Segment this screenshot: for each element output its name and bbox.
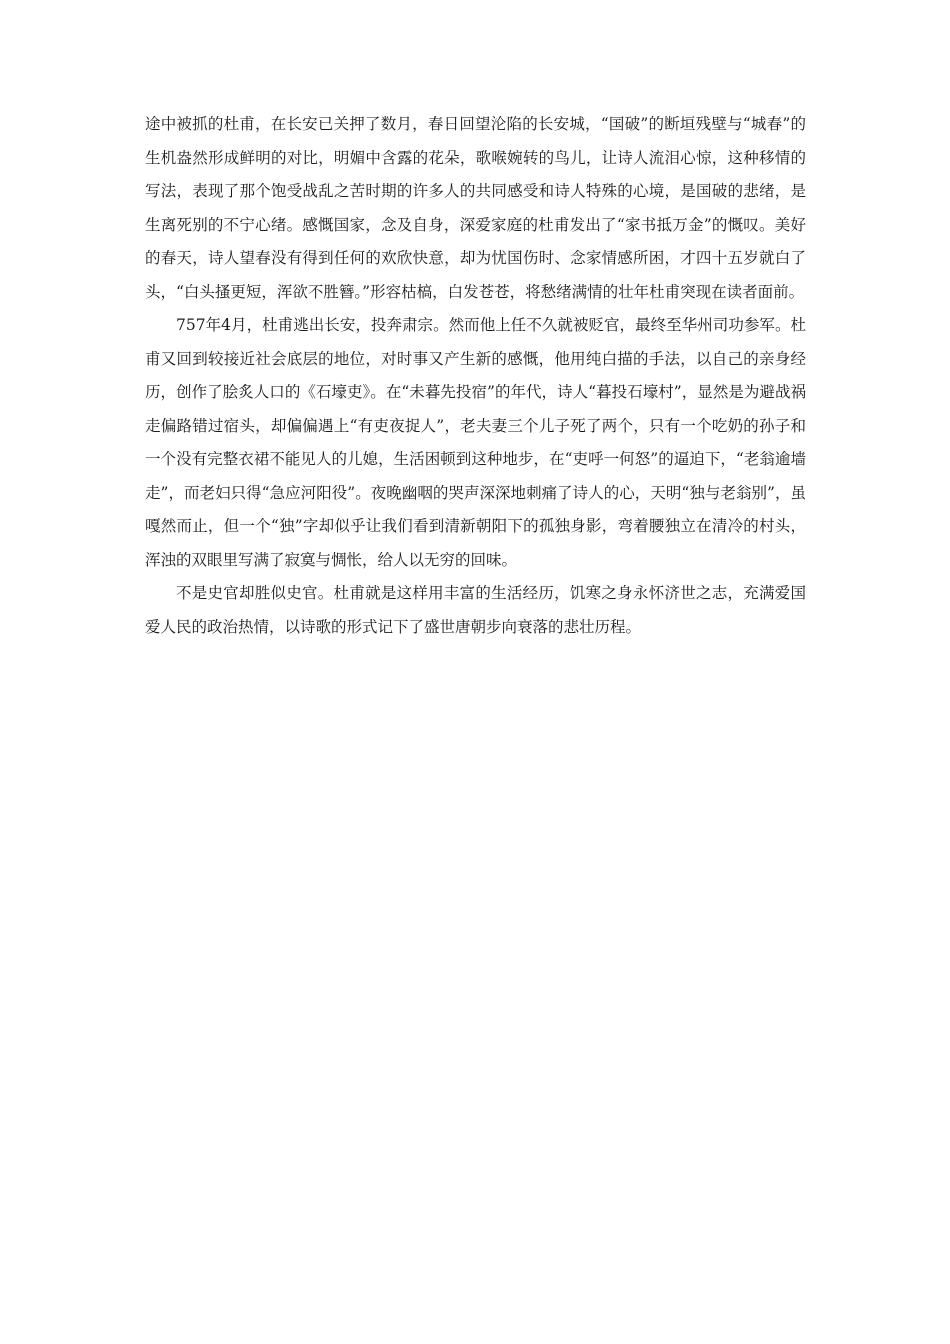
paragraph-3: 不是史官却胜似史官。杜甫就是这样用丰富的生活经历，饥寒之身永怀济世之志，充满爱国爱人民的政治热情，以诗歌的形式记下了盛世唐朝步向衰落的悲壮历程。 [145, 584, 806, 636]
paragraph-1: 途中被抓的杜甫，在长安已关押了数月，春日回望沦陷的长安城，“国破”的断垣残壁与“城春”的生机盎然形成鲜明的对比，明媚中含露的花朵，歌喉婉转的鸟儿，让诗人流泪心惊，这种移情的写法，表现了那个饱受战乱之苦时期的许多人的共同感受和诗人特殊的心境，是国破的悲绪，是生离死别的不宁心绪。感慨国家，念及自身，深爱家庭的杜甫发出了“家书抵万金”的慨叹。美好的春天，诗人望春没有得到任何的欢欣快意，却为忧国伤时、念家情感所困，才四十五岁就白了头，“白头搔更短，浑欲不胜簪。”形容枯槁，白发苍苍，将愁绪满情的壮年杜甫突现在读者面前。 [145, 115, 806, 301]
document-body [145, 108, 806, 644]
paragraph-2: 757年4月，杜甫逃出长安，投奔肃宗。然而他上任不久就被贬官，最终至华州司功参军。杜甫又回到较接近社会底层的地位，对时事又产生新的感慨，他用纯白描的手法，以自己的亲身经历，创作了脍炙人口的《石壕吏》。在“未暮先投宿”的年代，诗人“暮投石壕村”，显然是为避战祸走偏路错过宿头，却偏偏遇上“有吏夜捉人”，老夫妻三个儿子死了两个，只有一个吃奶的孙子和一个没有完整衣裙不能见人的儿媳，生活困顿到这种地步，在“吏呼一何怒”的逼迫下，“老翁逾墙走”，而老妇只得“急应河阳役”。夜晚幽咽的哭声深深地刺痛了诗人的心，天明“独与老翁别”，虽嘎然而止，但一个“独”字却似乎让我们看到清新朝阳下的孤独身影，弯着腰独立在清冷的村头，浑浊的双眼里写满了寂寞与惆怅，给人以无穷的回味。 [145, 316, 806, 569]
